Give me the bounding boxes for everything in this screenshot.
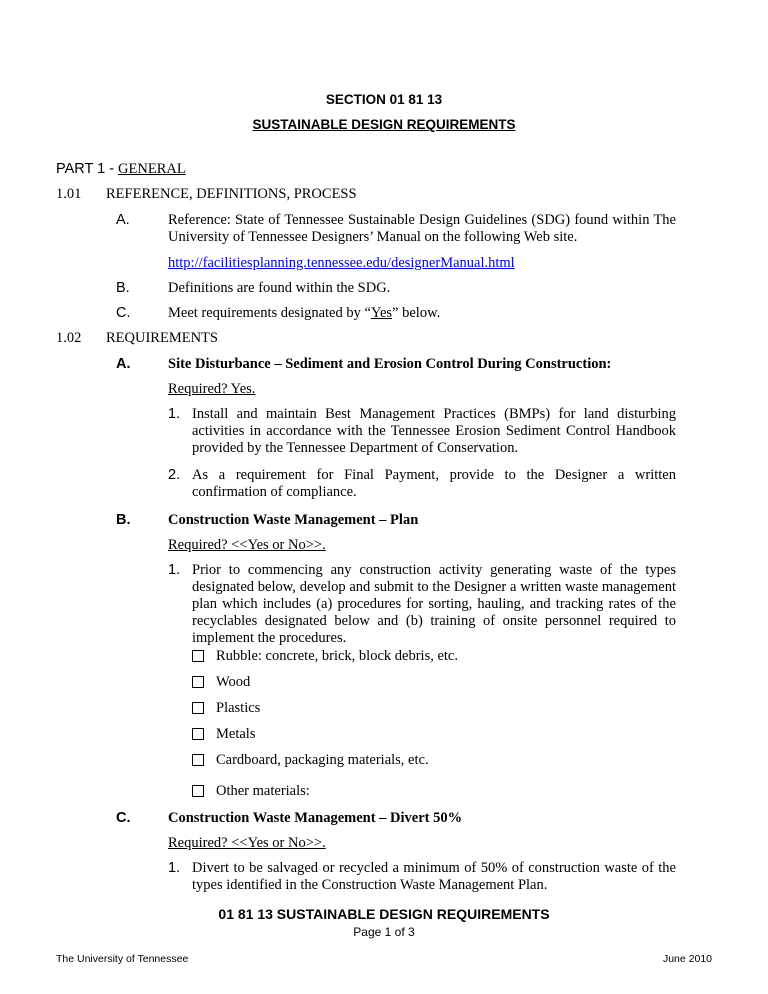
- checkbox-label: Cardboard, packaging materials, etc.: [216, 752, 429, 768]
- item-number-102a-2: 2.: [168, 467, 181, 483]
- para-text-101c: [168, 305, 440, 322]
- item-text-102b-1: Prior to commencing any construction activity generating waste of the types designated below, develop and submit to the Designer a written waste management plan which includes (a) procedures for sorting, hauling, and tracking rates of the recyclables designated below and (b) training of onsite personnel required to implement the procedures.: [192, 562, 676, 646]
- item-text-102c-1: Divert to be salvaged or recycled a minimum of 50% of construction waste of the types identified in the Construction Waste Management Plan.: [192, 860, 676, 893]
- para-letter-101a: A.: [116, 212, 130, 228]
- para-text-101c-after: ” below.: [392, 305, 441, 321]
- para-heading-102c: Construction Waste Management – Divert 50%: [168, 810, 463, 826]
- para-letter-101c: C.: [116, 305, 131, 321]
- article-number-102: 1.02: [56, 330, 82, 346]
- article-number-101: 1.01: [56, 186, 82, 202]
- item-number-102c-1: 1.: [168, 860, 181, 876]
- item-text-102a-1: Install and maintain Best Management Practices (BMPs) for land disturbing activities in accordance with the Tennessee Erosion Sediment Control Handbook provided by the Tennessee Department of Conservation.: [192, 406, 676, 456]
- para-letter-102c: C.: [116, 810, 131, 826]
- para-heading-102b: Construction Waste Management – Plan: [168, 512, 419, 528]
- para-letter-102b: B.: [116, 512, 131, 528]
- footer-title: 01 81 13 SUSTAINABLE DESIGN REQUIREMENTS: [218, 906, 550, 922]
- para-letter-102a: A.: [116, 356, 131, 372]
- metals-checkbox[interactable]: [192, 728, 204, 740]
- required-102c: Required? <<Yes or No>>.: [168, 835, 326, 851]
- checkbox-label: Plastics: [216, 700, 261, 716]
- para-letter-101b: B.: [116, 280, 130, 296]
- checkbox-label: Rubble: concrete, brick, block debris, etc.: [216, 648, 458, 664]
- para-text-101a: Reference: State of Tennessee Sustainable Design Guidelines (SDG) found within The University of Tennessee Designers’ Manual on the following Web site.: [168, 212, 676, 245]
- wood-checkbox[interactable]: [192, 676, 204, 688]
- plastics-checkbox[interactable]: [192, 702, 204, 714]
- rubble-checkbox[interactable]: [192, 650, 204, 662]
- part-name: GENERAL: [118, 161, 186, 177]
- item-number-102b-1: 1.: [168, 562, 181, 578]
- footer-date: June 2010: [662, 953, 712, 965]
- article-title-102: REQUIREMENTS: [106, 330, 218, 346]
- footer-org: The University of Tennessee: [56, 953, 189, 965]
- page-number: Page 1 of 3: [353, 925, 415, 939]
- checkbox-label: Wood: [216, 674, 251, 690]
- para-heading-102a: Site Disturbance – Sediment and Erosion Control During Construction:: [168, 356, 612, 372]
- checkbox-label: Other materials:: [216, 783, 310, 799]
- yes-keyword: Yes: [370, 305, 393, 321]
- required-102b: Required? <<Yes or No>>.: [168, 537, 326, 553]
- part-label: PART 1 -: [56, 161, 115, 177]
- section-number: SECTION 01 81 13: [325, 92, 443, 107]
- checkbox-label: Metals: [216, 726, 256, 742]
- para-text-101b: Definitions are found within the SDG.: [168, 280, 391, 296]
- section-title: SUSTAINABLE DESIGN REQUIREMENTS: [252, 117, 516, 132]
- required-102a: Required? Yes.: [168, 381, 256, 397]
- item-text-102a-2: As a requirement for Final Payment, provide to the Designer a written confirmation of compliance.: [192, 467, 676, 500]
- other-materials-checkbox[interactable]: [192, 785, 204, 797]
- article-title-101: REFERENCE, DEFINITIONS, PROCESS: [106, 186, 357, 202]
- cardboard-checkbox[interactable]: [192, 754, 204, 766]
- part-heading: [56, 160, 186, 178]
- designer-manual-link[interactable]: http://facilitiesplanning.tennessee.edu/designerManual.html: [168, 255, 515, 271]
- para-text-101c-before: Meet requirements designated by “: [168, 305, 371, 321]
- item-number-102a-1: 1.: [168, 406, 181, 422]
